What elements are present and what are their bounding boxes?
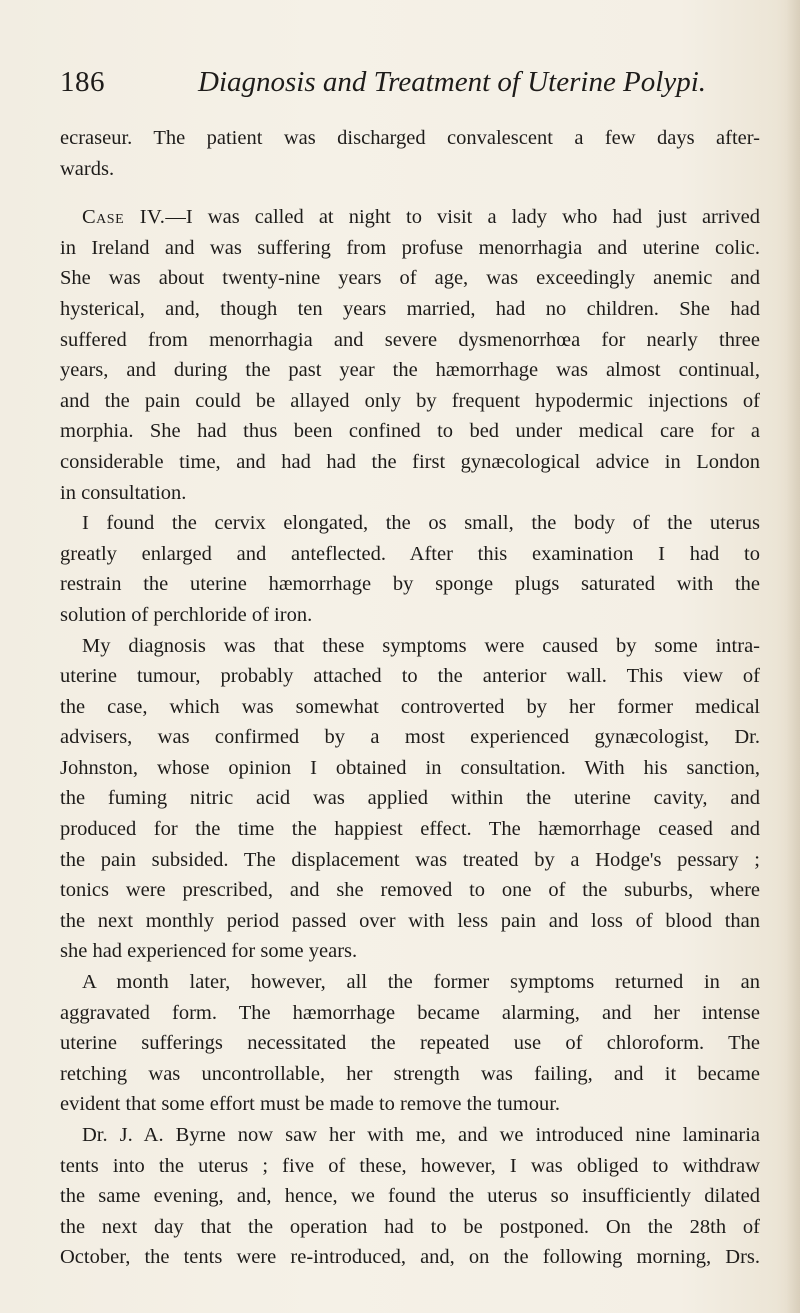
text-line: the case, which was somewhat controverted by her former medical: [60, 695, 760, 718]
page-number: 186: [60, 66, 105, 98]
text-line: Dr. J. A. Byrne now saw her with me, and we introduced nine laminaria: [82, 1124, 760, 1146]
case-heading-label: Case IV.: [82, 206, 166, 229]
text-line: October, the tents were re-introduced, and, on the following morning, Drs.: [60, 1246, 760, 1269]
text-line: considerable time, and had had the first gynæcological advice in London: [60, 450, 760, 473]
text-line: wards.: [60, 157, 115, 180]
text-line: My diagnosis was that these symptoms were caused by some intra-: [82, 634, 760, 657]
text-line: uterine tumour, probably attached to the anterior wall. This view of: [60, 665, 760, 688]
text-line: produced for the time the happiest effect. The hæmorrhage ceased and: [60, 818, 760, 841]
text-line: Johnston, whose opinion I obtained in consultation. With his sanction,: [60, 756, 760, 779]
case-heading-text: —I was called at night to visit a lady who had just arrived: [165, 206, 760, 229]
text-line: the fuming nitric acid was applied within the uterine cavity, and: [60, 787, 760, 810]
case-heading-line: [60, 202, 760, 233]
running-title: Diagnosis and Treatment of Uterine Polypi.: [198, 66, 707, 98]
text-line: retching was uncontrollable, her strength was failing, and it became: [60, 1062, 760, 1085]
text-line: and the pain could be allayed only by frequent hypodermic injections of: [60, 389, 760, 412]
text-line: A month later, however, all the former symptoms returned in an: [82, 971, 760, 994]
text-line: the same evening, and, hence, we found the uterus so insufficiently dilated: [60, 1185, 760, 1208]
text-line: evident that some effort must be made to remove the tumour.: [60, 1093, 561, 1116]
text-line: years, and during the past year the hæmorrhage was almost continual,: [60, 359, 760, 382]
text-line: She was about twenty-nine years of age, was exceedingly anemic and: [60, 267, 760, 290]
text-line: uterine sufferings necessitated the repeated use of chloroform. The: [60, 1032, 760, 1055]
text-line: in consultation.: [60, 481, 187, 504]
text-line: the pain subsided. The displacement was treated by a Hodge's pessary ;: [60, 848, 760, 871]
paragraph-gap: [60, 184, 760, 202]
body-text: [60, 123, 760, 1273]
text-line: aggravated form. The hæmorrhage became alarming, and her intense: [60, 1001, 760, 1024]
text-line: solution of perchloride of iron.: [60, 603, 313, 626]
text-line: the next monthly period passed over with less pain and loss of blood than: [60, 909, 760, 932]
text-line: in Ireland and was suffering from profuse menorrhagia and uterine colic.: [60, 236, 760, 259]
text-line: tonics were prescribed, and she removed to one of the suburbs, where: [60, 879, 760, 902]
text-line: she had experienced for some years.: [60, 940, 358, 963]
text-line: I found the cervix elongated, the os small, the body of the uterus: [82, 512, 760, 535]
page-header: [60, 66, 760, 106]
text-line: morphia. She had thus been confined to bed under medical care for a: [60, 420, 760, 443]
page-edge-shadow: [786, 0, 800, 1313]
text-line: ecraseur. The patient was discharged convalescent a few days after-: [60, 127, 760, 149]
text-line: hysterical, and, though ten years married, had no children. She had: [60, 297, 760, 320]
text-line: restrain the uterine hæmorrhage by sponge plugs saturated with the: [60, 573, 760, 596]
text-line: the next day that the operation had to be postponed. On the 28th of: [60, 1215, 760, 1238]
text-line: advisers, was confirmed by a most experienced gynæcologist, Dr.: [60, 726, 760, 749]
text-line: suffered from menorrhagia and severe dysmenorrhœa for nearly three: [60, 328, 760, 351]
text-line: tents into the uterus ; five of these, however, I was obliged to withdraw: [60, 1154, 760, 1177]
text-line: greatly enlarged and anteflected. After this examination I had to: [60, 542, 760, 565]
